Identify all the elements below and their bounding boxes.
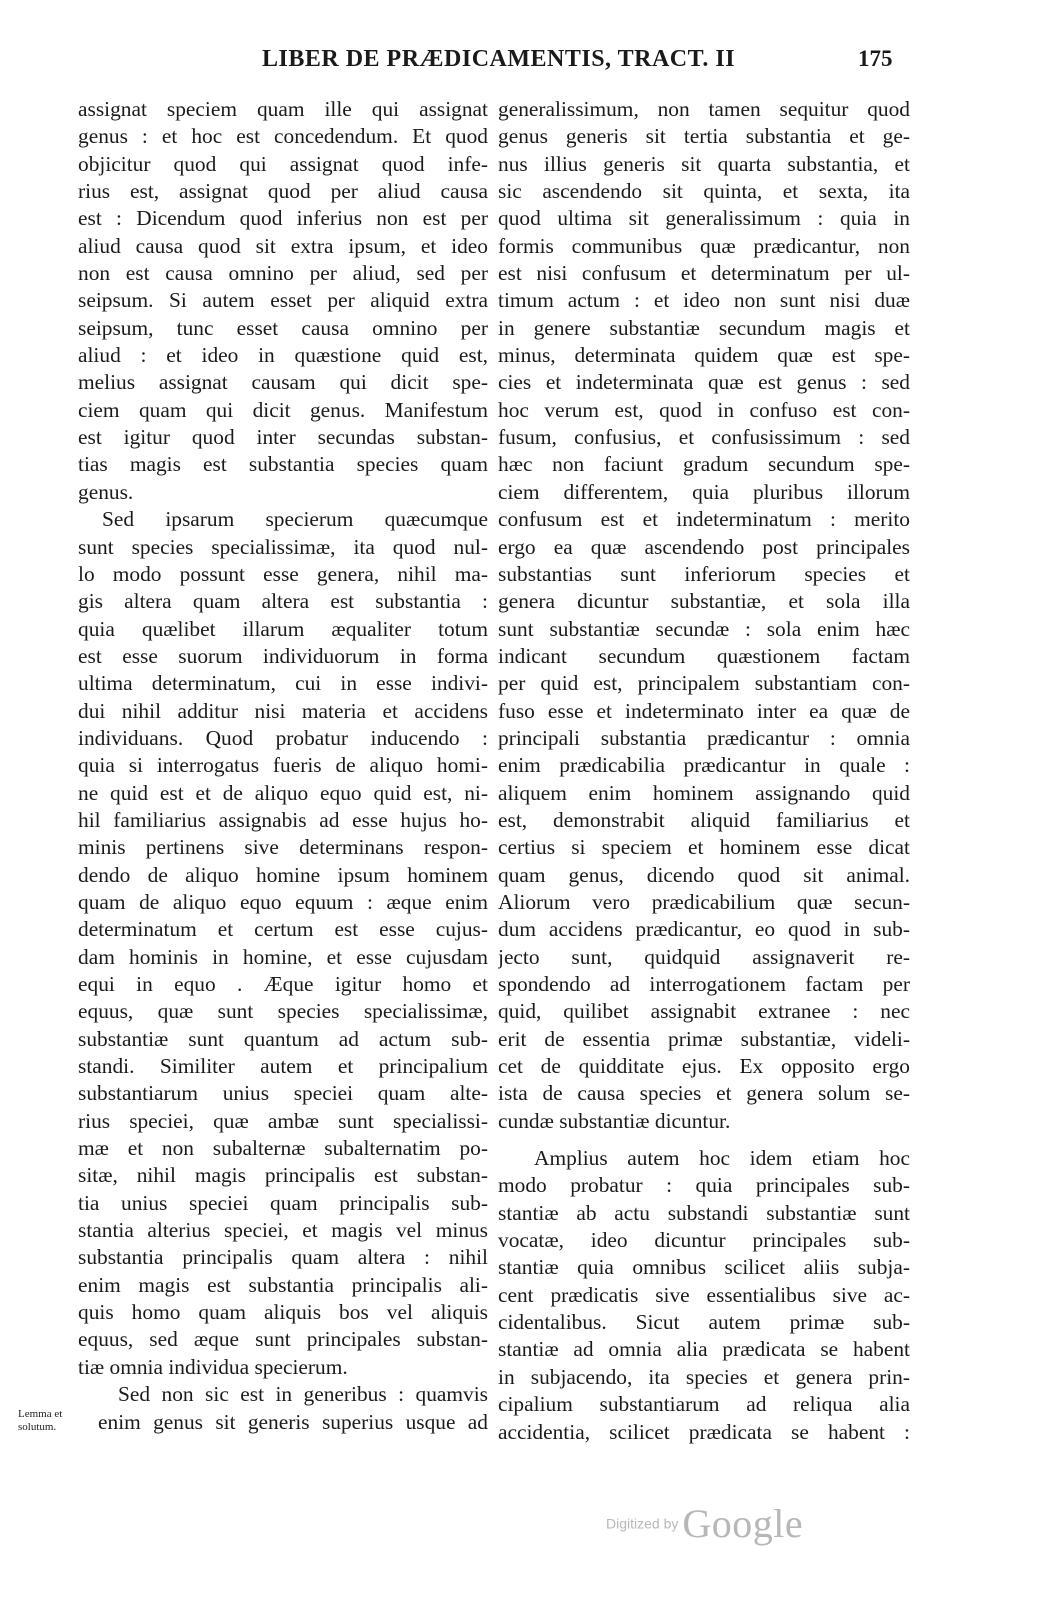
margin-note-line: solutum. [18,1421,57,1433]
text-line: Aliorum vero prædicabilium quæ secun- [498,889,910,914]
text-line: cidentalibus. Sicut autem primæ sub- [498,1310,910,1335]
text-line: certius si speciem et hominem esse dicat [498,835,910,860]
text-line: mæ et non subalternæ subalternatim po- [78,1136,488,1161]
text-line: ciem quam qui dicit genus. Manifestum [78,397,488,422]
text-line: enim prædicabilia prædicantur in quale : [498,753,910,778]
text-line: rius speciei, quæ ambæ sunt specialissi- [78,1108,488,1133]
text-line: stantiæ quia omnibus scilicet aliis subja- [498,1255,910,1280]
text-line: in subjacendo, ita species et genera prin- [498,1364,910,1389]
text-line: lo modo possunt esse genera, nihil ma- [78,561,488,586]
text-line: sunt species specialissimæ, ita quod nul- [78,534,488,559]
text-line: non est causa omnino per aliud, sed per [78,261,488,286]
text-line: seipsum. Si autem esset per aliquid extra [78,288,488,313]
text-line: quam genus, dicendo quod sit animal. [498,862,910,887]
text-line: ciem differentem, quia pluribus illorum [498,479,910,504]
text-line: stantiæ ad omnia alia prædicata se habent [498,1337,910,1362]
text-line: Amplius autem hoc idem etiam hoc [534,1146,910,1171]
text-line: quia si interrogatus fueris de aliquo homi- [78,753,488,778]
text-line: enim genus sit generis superius usque ad [98,1409,488,1434]
text-line: est igitur quod inter secundas substan- [78,425,488,450]
right-column [498,96,910,1446]
text-line: timum actum : et ideo non sunt nisi duæ [498,288,910,313]
text-line: ultima determinatum, cui in esse indivi- [78,671,488,696]
text-line: confusum est et indeterminatum : merito [498,507,910,532]
text-line: hæc non faciunt gradum secundum spe- [498,452,910,477]
text-line: formis communibus quæ prædicantur, non [498,233,910,258]
text-line: hil familiarius assignabis ad esse hujus ho- [78,807,488,832]
text-line: enim magis est substantia principalis ali- [78,1272,488,1297]
text-line: aliquem enim hominem assignando quid [498,780,910,805]
text-line: substantia principalis quam altera : nihil [78,1245,488,1270]
text-line: substantias sunt inferiorum species et [498,561,910,586]
text-line: cies et indeterminata quæ est genus : sed [498,370,910,395]
text-line: accidentia, scilicet prædicata se habent : [498,1419,910,1444]
text-line: spondendo ad interrogationem factam per [498,972,910,996]
text-line: genus. [78,479,134,504]
left-column [78,96,488,1436]
text-line: genus : et hoc est concedendum. Et quod [78,124,488,149]
text-line: indicant secundum quæstionem factam [498,643,910,668]
text-line: stantiæ ab actu substandi substantiæ sunt [498,1200,910,1225]
text-line: determinatum et certum est esse cujus- [78,917,488,942]
text-line: minus, determinata quidem quæ est spe- [498,343,910,368]
text-line: aliud : et ideo in quæstione quid est, [78,343,488,368]
text-line: dam hominis in homine, et esse cujusdam [78,944,488,969]
text-line: est, demonstrabit aliquid familiarius et [498,807,910,832]
text-line: aliud causa quod sit extra ipsum, et ideo [78,233,488,258]
page-header [0,46,1050,82]
text-line: melius assignat causam qui dicit spe- [78,370,488,395]
text-line: nus illius generis sit quarta substantia, et [498,151,910,176]
text-line: jecto sunt, quidquid assignaverit re- [498,944,910,969]
text-line: equus, quæ sunt species specialissimæ, [78,999,488,1024]
text-line: seipsum, tunc esset causa omnino per [78,315,488,340]
text-line: substantiarum unius speciei quam alte- [78,1081,488,1106]
text-line: sitæ, nihil magis principalis est substan- [78,1163,488,1188]
margin-note-line: Lemma et [18,1408,63,1420]
text-line: erit de essentia primæ substantiæ, videli- [498,1026,910,1051]
text-line: minis pertinens sive determinans respon- [78,835,488,860]
text-line: cent prædicatis sive essentialibus sive ac- [498,1282,910,1307]
text-line: tia unius speciei quam principalis sub- [78,1190,488,1215]
text-line: est esse suorum individuorum in forma [78,643,488,668]
text-line: stantia alterius speciei, et magis vel minus [78,1218,488,1243]
text-line: tias magis est substantia species quam [78,452,488,477]
text-line: cipalium substantiarum ad reliqua alia [498,1392,910,1417]
text-line: sunt substantiæ secundæ : sola enim hæc [498,616,910,641]
text-line: per quid est, principalem substantiam con- [498,671,910,696]
text-line: quid, quilibet assignabit extranee : nec [498,999,910,1024]
text-line: individuans. Quod probatur inducendo : [78,725,488,750]
text-line: genera dicuntur substantiæ, et sola illa [498,589,910,614]
text-line: est nisi confusum et determinatum per ul- [498,261,910,286]
text-line: fuso esse et indeterminato inter ea quæ de [498,698,910,723]
text-line: ne quid est et de aliquo equo quid est, ni- [78,780,488,805]
text-line: hoc verum est, quod in confuso est con- [498,397,910,422]
text-line: Sed non sic est in generibus : quamvis [118,1382,488,1407]
text-line: equi in equo . Æque igitur homo et [78,972,488,996]
digitization-watermark [606,1500,803,1550]
text-line: cet de quidditate ejus. Ex opposito ergo [498,1054,910,1079]
running-title: LIBER DE PRÆDICAMENTIS, TRACT. II [262,46,736,72]
text-line: vocatæ, ideo dicuntur principales sub- [498,1228,910,1253]
text-line: genus generis sit tertia substantia et ge- [498,124,910,149]
watermark-prefix: Digitized by [606,1515,679,1532]
text-line: ergo ea quæ ascendendo post principales [498,534,910,559]
text-line: standi. Similiter autem et principalium [78,1054,488,1079]
text-line: quia quælibet illarum æqualiter totum [78,616,488,641]
text-line: Sed ipsarum specierum quæcumque [102,507,488,532]
text-line: est : Dicendum quod inferius non est per [78,206,488,231]
page-number: 175 [858,46,893,71]
text-line: tiæ omnia individua specierum. [78,1354,348,1379]
text-line: dui nihil additur nisi materia et accidens [78,698,488,723]
text-line: substantiæ sunt quantum ad actum sub- [78,1026,488,1051]
text-line: assignat speciem quam ille qui assignat [78,97,488,121]
text-line: rius est, assignat quod per aliud causa [78,179,488,204]
text-line: sic ascendendo sit quinta, et sexta, ita [498,179,910,204]
text-line: fusum, confusius, et confusissimum : sed [498,425,910,450]
text-line: ista de causa species et genera solum se- [498,1081,910,1106]
text-line: modo probatur : quia principales sub- [498,1173,910,1198]
text-line: principali substantia prædicantur : omnia [498,725,910,750]
text-line: quod ultima sit generalissimum : quia in [498,206,910,231]
text-line: objicitur quod qui assignat quod infe- [78,151,488,176]
text-line: cundæ substantiæ dicuntur. [498,1108,731,1133]
margin-note [18,1408,88,1434]
text-line: gis altera quam altera est substantia : [78,589,488,614]
watermark-logo: Google [682,1501,804,1546]
text-line: dum accidens prædicantur, eo quod in sub- [498,917,910,942]
text-line: quis homo quam aliquis bos vel aliquis [78,1300,488,1325]
text-line: equus, sed æque sunt principales substan- [78,1327,488,1352]
text-line: in genere substantiæ secundum magis et [498,315,910,340]
text-line: dendo de aliquo homine ipsum hominem [78,862,488,887]
text-line: generalissimum, non tamen sequitur quod [498,97,910,121]
text-line: quam de aliquo equo equum : æque enim [78,889,488,914]
